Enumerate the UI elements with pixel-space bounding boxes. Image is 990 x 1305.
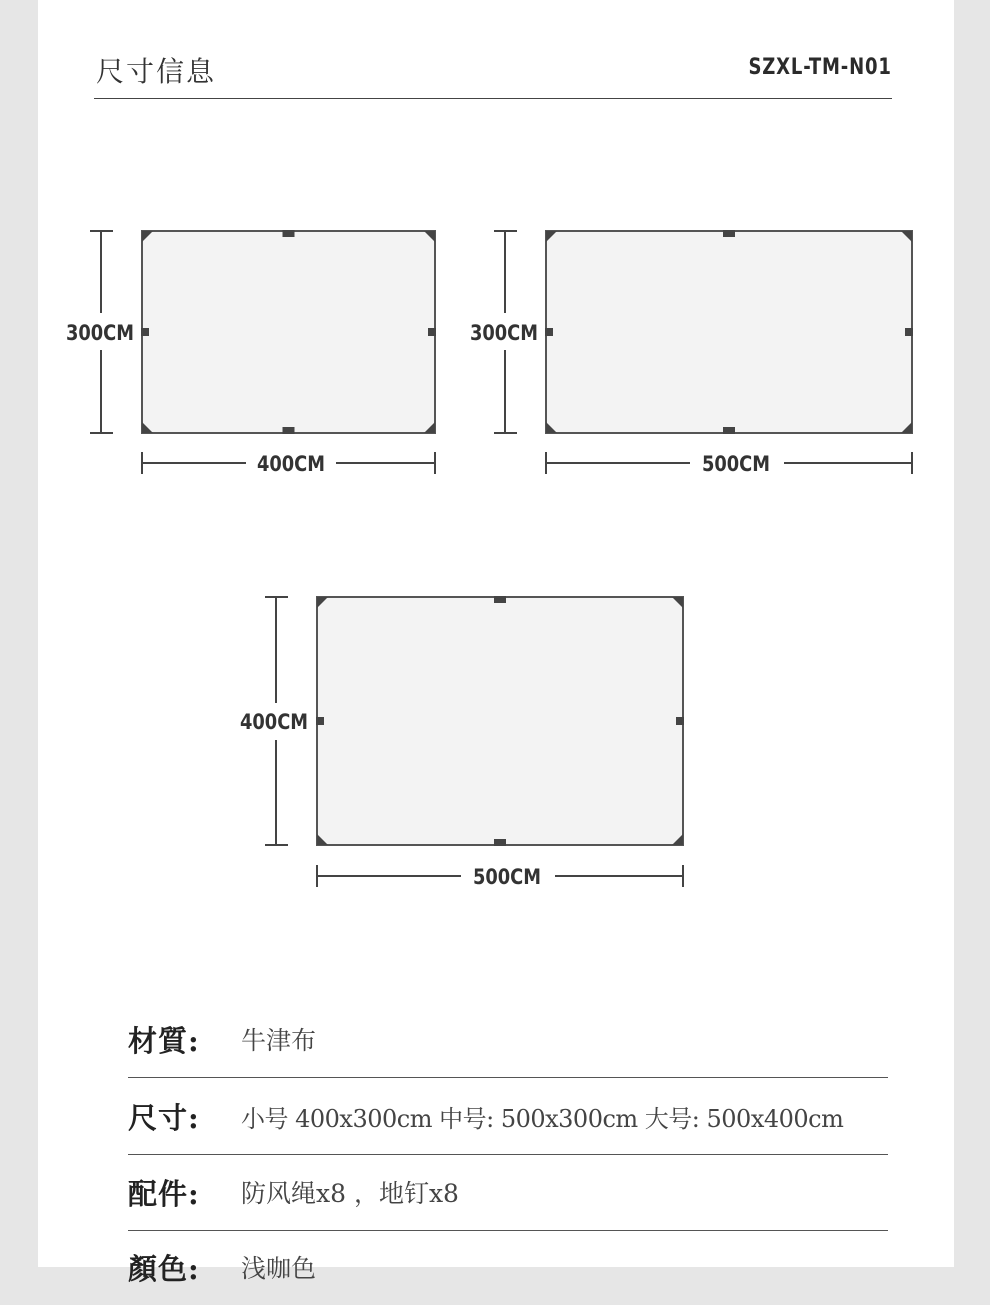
spec-value-material: 牛津布: [241, 1026, 317, 1055]
edge-tab: [283, 427, 295, 434]
spec-value-accessories: 防风绳x8 ，地钉x8: [241, 1179, 459, 1208]
spec-value-size: 小号 400x300cm 中号: 500x300cm 大号: 500x400cm: [241, 1104, 844, 1133]
edge-tab: [428, 328, 436, 336]
edge-tab: [676, 717, 684, 725]
tarp-rect-large: [317, 597, 683, 845]
product-code: SZXL-TM-N01: [748, 55, 892, 80]
edge-tab: [494, 839, 506, 846]
spec-label-size: 尺寸:: [128, 1100, 200, 1135]
edge-tab: [723, 427, 735, 434]
spec-label-color: 顏色:: [128, 1251, 200, 1286]
width-label-medium: 500CM: [701, 451, 771, 477]
spec-row-color: [128, 1229, 888, 1305]
spec-label-material: 材質:: [128, 1023, 200, 1058]
diagram-medium: [470, 230, 913, 476]
width-label-small: 400CM: [256, 451, 326, 477]
edge-tab: [283, 230, 295, 237]
edge-tab: [545, 328, 553, 336]
spec-label-accessories: 配件:: [128, 1176, 200, 1211]
tarp-rect-medium: [546, 231, 912, 433]
spec-row-material: [128, 1001, 888, 1078]
edge-tab: [494, 596, 506, 603]
width-label-large: 500CM: [472, 864, 542, 890]
edge-tab: [723, 230, 735, 237]
height-label-small: 300CM: [65, 320, 135, 346]
spec-row-size: [128, 1078, 888, 1155]
height-label-medium: 300CM: [469, 320, 539, 346]
edge-tab: [316, 717, 324, 725]
size-diagrams: [38, 0, 954, 960]
diagram-large: [240, 596, 684, 889]
diagram-small: [66, 230, 436, 476]
height-label-large: 400CM: [239, 709, 309, 735]
edge-tab: [905, 328, 913, 336]
page: [38, 0, 954, 1286]
spec-row-accessories: [128, 1154, 888, 1231]
tarp-rect-small: [142, 231, 435, 433]
edge-tab: [141, 328, 149, 336]
spec-value-color: 浅咖色: [241, 1254, 317, 1283]
section-title: 尺寸信息: [96, 55, 217, 88]
